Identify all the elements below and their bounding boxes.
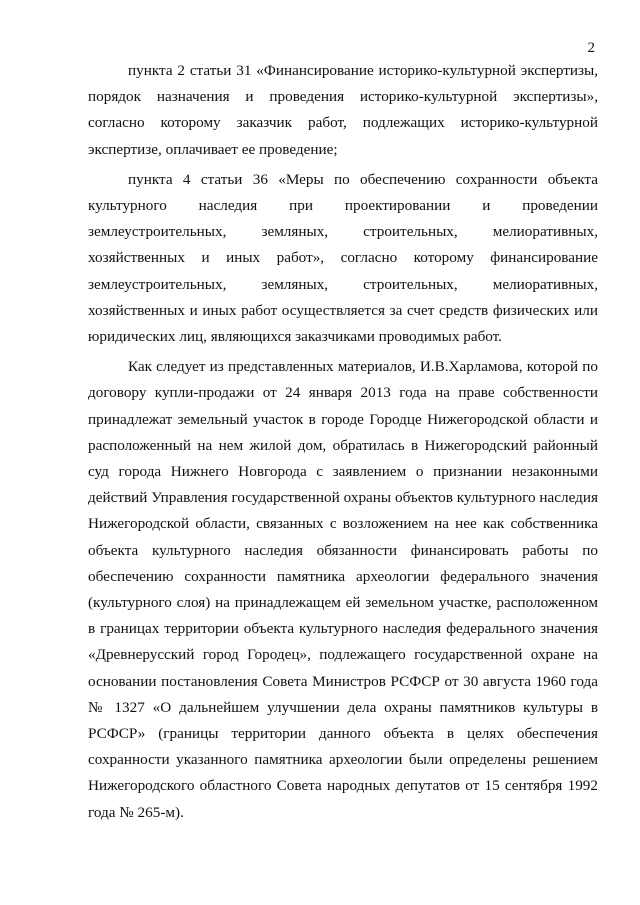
paragraph-article-36: пункта 4 статьи 36 «Меры по обеспечению сохранности объекта культурного наследия при проектировании и проведении землеустроительных, земляных, строительных, мелиоративных, хозяйственных и иных работ», согласно которому финансирование землеустроительных, земляных, строительных, мелиоративных, хозяйственных и иных работ осуществляется за счет средств физических или юридических лиц, являющихся заказчиками проводимых работ. [88, 170, 598, 346]
document-body [88, 58, 598, 830]
page-number: 2 [587, 40, 595, 56]
paragraph-case-facts: Как следует из представленных материалов, И.В.Харламова, которой по договору купли-продажи от 24 января 2013 года на праве собственности принадлежат земельный участок в городе Городце Нижегородской области и расположенный на нем жилой дом, обратилась в Нижегородский районный суд города Нижнего Новгорода с заявлением о признании незаконными действий Управления государственной охраны объектов культурного наследия Нижегородской области, связанных с возложением на нее как собственника объекта культурного наследия обязанности финансировать работы по обеспечению сохранности памятника археологии федерального значения (культурного слоя) на принадлежащем ей земельном участке, расположенном в границах территории объекта культурного наследия федерального значения «Древнерусский город Городец», подлежащего государственной охране на основании постановления Совета Министров РСФСР от 30 августа 1960 года № 1327 «О дальнейшем улучшении дела охраны памятников культуры в РСФСР» (границы территории данного объекта в целях обеспечения сохранности указанного памятника археологии были определены решением Нижегородского областного Совета народных депутатов от 15 сентября 1992 года № 265-м). [88, 358, 598, 821]
paragraph-article-31: пункта 2 статьи 31 «Финансирование историко-культурной экспертизы, порядок назначения и проведения историко-культурной экспертизы», согласно которому заказчик работ, подлежащих историко-культурной экспертизе, оплачивает ее проведение; [88, 62, 598, 158]
